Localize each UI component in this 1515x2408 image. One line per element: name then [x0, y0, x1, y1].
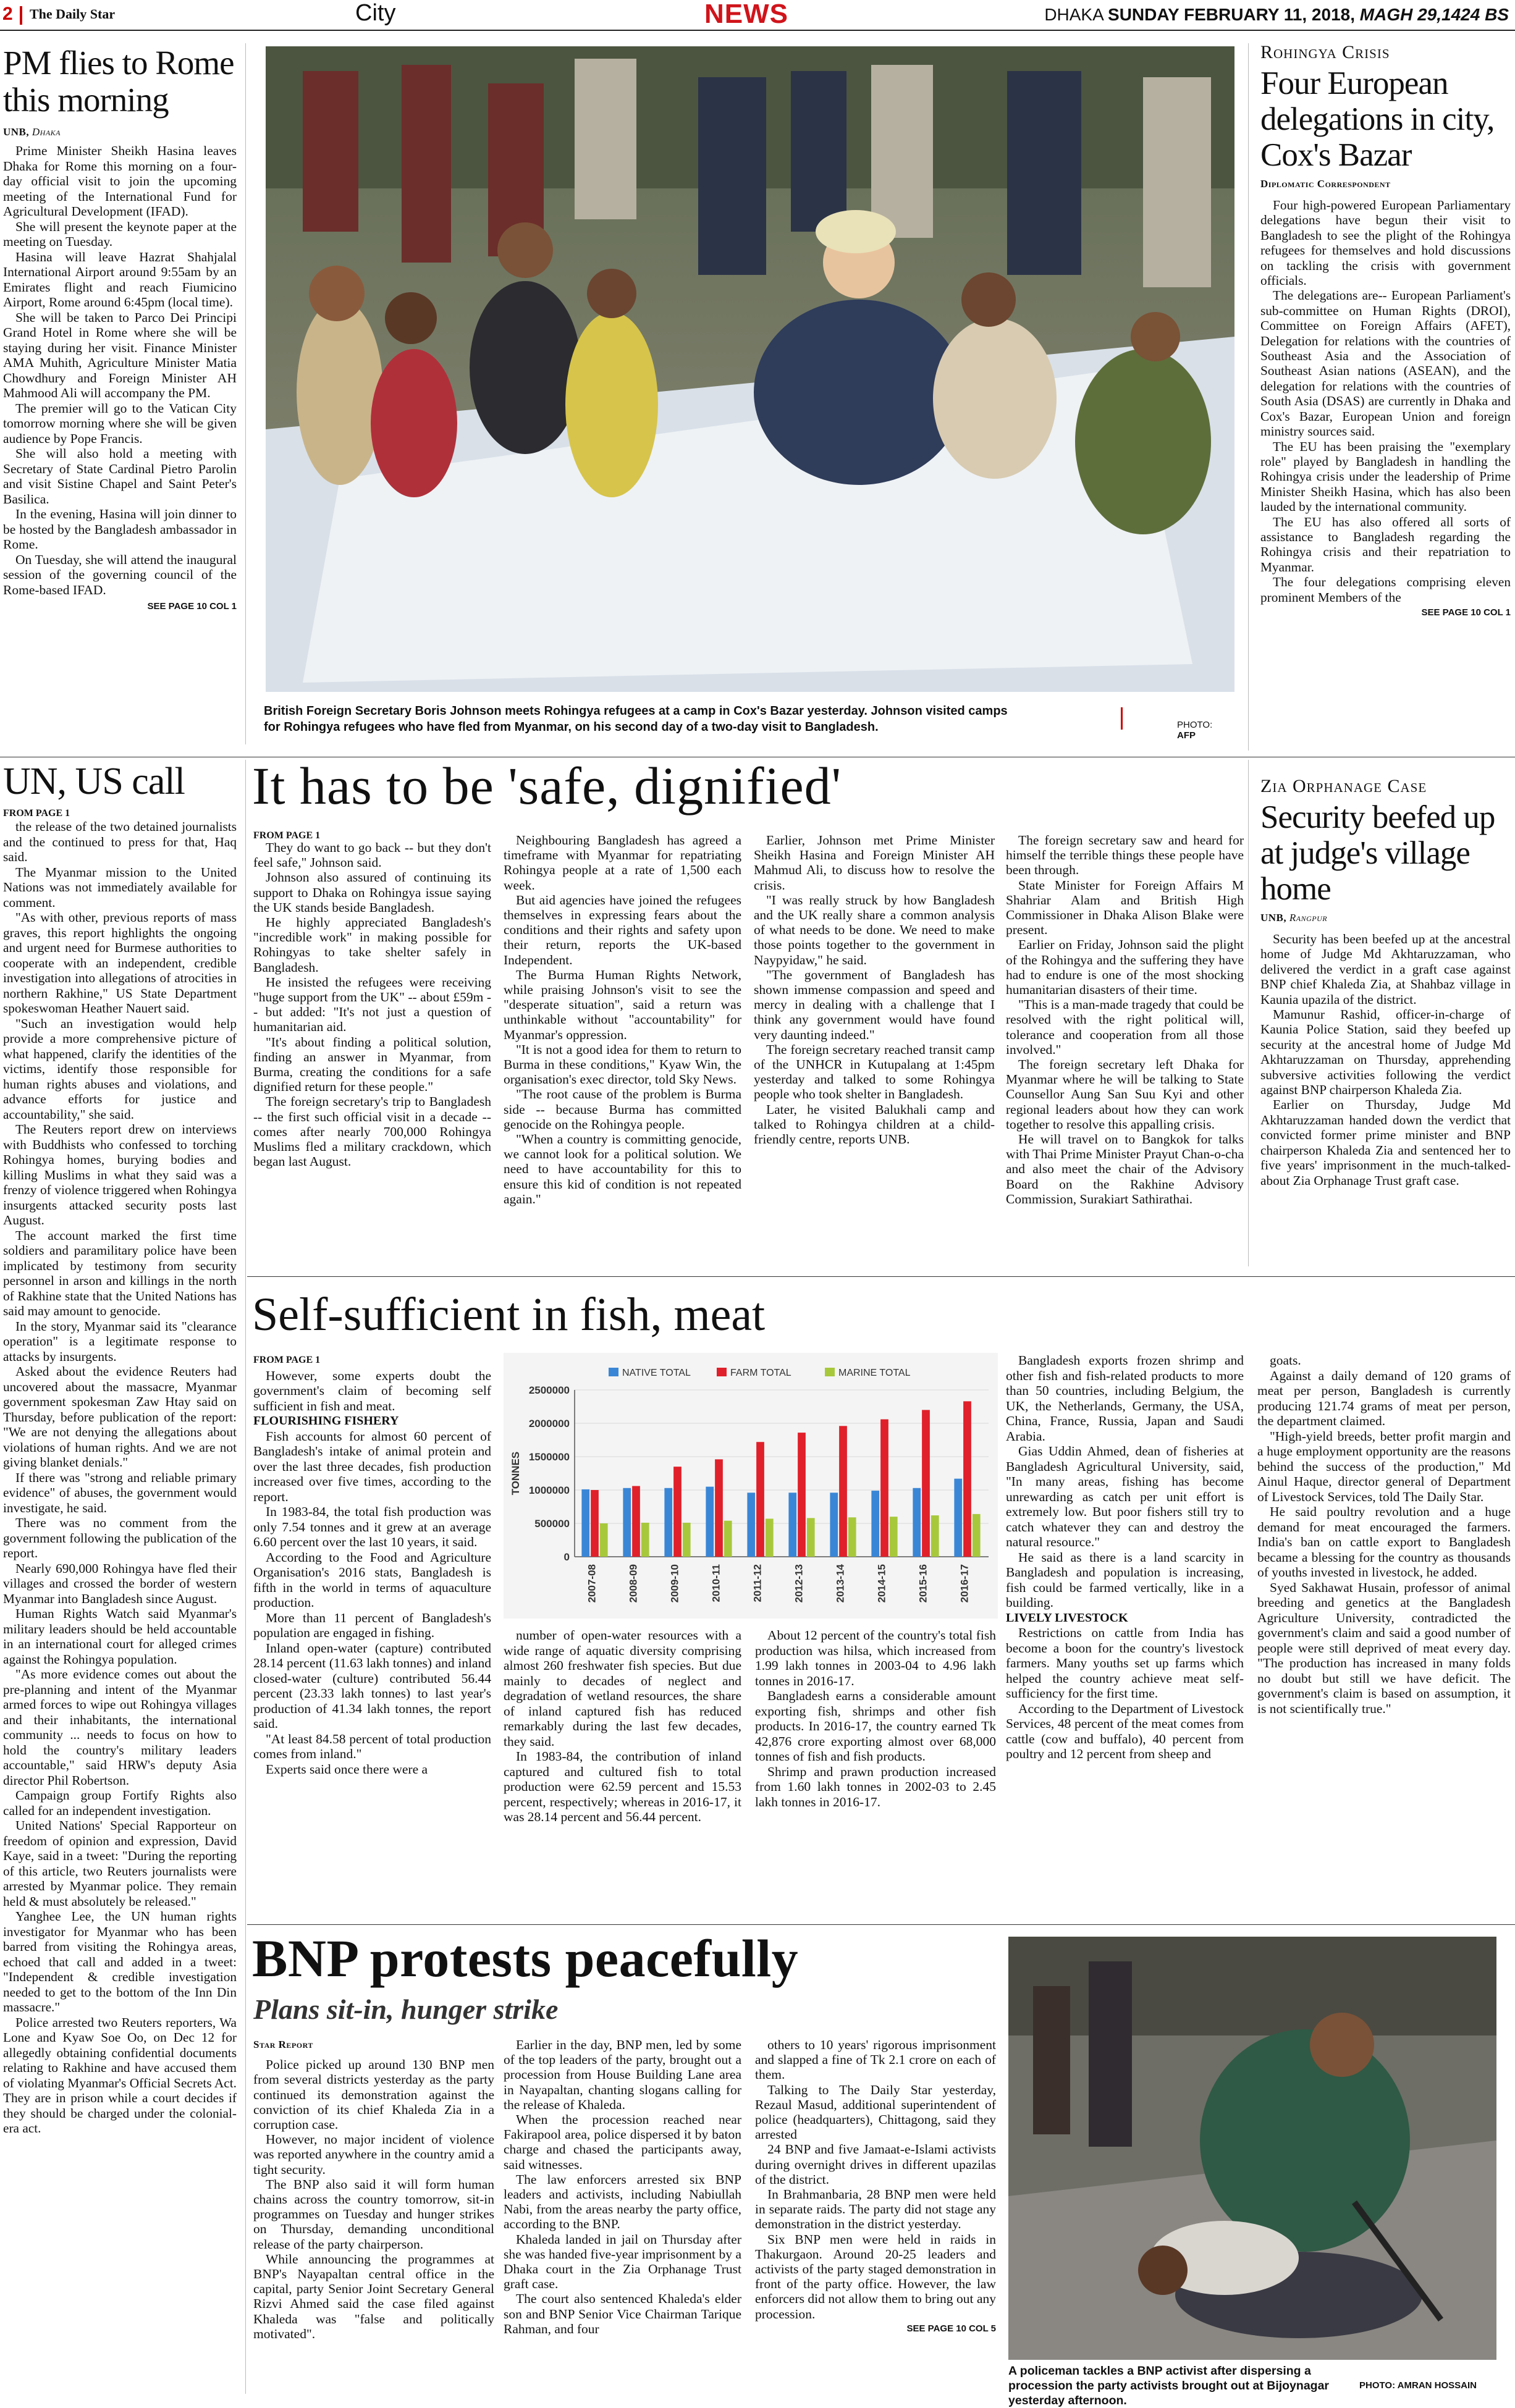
story-body — [3, 143, 237, 597]
paragraph: The Reuters report drew on interviews with Buddhists who confessed to torching Rohingya homes, burying bodies and killing Muslims in what they said was a frenzy of violence triggered when Rohingya insurgents attacked security posts last August. — [3, 1122, 237, 1227]
safe-col-1 — [253, 840, 491, 1266]
paragraph: United Nations' Special Rapporteur on freedom of opinion and expression, David Kaye, said in a tweet: "During the reporting of this article, two Reuters journalists were arrested by Myanmar police. They remain held & must absolutely be released." — [3, 1818, 237, 1909]
paragraph: "When a country is committing genocide, we cannot look for a political solution. We need to have accountability for this to ensure this kid of condition is not repeated again." — [504, 1132, 741, 1206]
paragraph: The law enforcers arrested six BNP leaders and activists, including Nabiullah Nabi, from the areas nearby the party office, according to the BNP. — [504, 2171, 741, 2232]
bar-marine-total — [766, 1518, 774, 1557]
bar-farm-total — [673, 1467, 682, 1557]
zia-story — [1260, 776, 1511, 1270]
paragraph: Police arrested two Reuters reporters, Wa Lone and Kyaw Soe Oo, on Dec 12 for allegedly obtaining confidential documents relating to Rakhine and have accused them of violating Myanmar's Official Secrets Act. They are in prison while a court decides if they should be charged under the colonial-era act. — [3, 2014, 237, 2136]
paragraph: Human Rights Watch said Myanmar's military leaders should be held accountable in an international court for alleged crimes against the Rohingya population. — [3, 1606, 237, 1667]
paragraph: In 1983-84, the total fish production was only 7.54 tonnes and it grew at an average 6.60 percent over the last 10 years, it said. — [253, 1504, 491, 1549]
paragraph: She will also hold a meeting with Secretary of State Cardinal Pietro Parolin and visit Sistine Chapel and Saint Peter's Basilica. — [3, 446, 237, 507]
story-headline: BNP protests peacefully — [252, 1929, 799, 1988]
photo-caption: A policeman tackles a BNP activist after dispersing a procession the party activists brought out at Bijoynagar yesterday afternoon. — [1008, 2364, 1330, 2407]
paragraph: The foreign secretary saw and heard for himself the terrible things these people have been through. — [1006, 833, 1244, 878]
boris-johnson-photo — [266, 46, 1234, 692]
paragraph: The premier will go to the Vatican City tomorrow morning where she will be given audience by Pope Francis. — [3, 400, 237, 446]
story-body — [1260, 932, 1511, 1188]
paragraph: State Minister for Foreign Affairs M Shahriar Alam and British High Commissioner in Dhaka Alison Blake were present. — [1006, 877, 1244, 938]
paragraph: If there was "strong and reliable primary evidence" of abuses, the government would investigate, he said. — [3, 1470, 237, 1515]
from-page: FROM PAGE 1 — [253, 830, 321, 841]
paragraph: Inland open-water (capture) contributed 28.14 percent (11.63 lakh tonnes) and inland closed-water (culture) contributed 56.44 percent (23.33 lakh tonnes) to last year's production of 41.34 lakh tonnes, the report said. — [253, 1640, 491, 1731]
fish-col-5 — [1257, 1353, 1511, 1974]
story-body — [3, 819, 237, 2136]
paragraph: Hasina will leave Hazrat Shahjalal International Airport around 9:55am by an Emirates flight and reach Fiumicino Airport, Rome around 6:45pm (local time). — [3, 249, 237, 309]
paragraph: Six BNP men were held in raids in Thakurgaon. Around 20-25 leaders and activists of the party staged demonstration in front of the party office. However, the law enforcers did not allow them to bring out any procession. — [755, 2231, 996, 2322]
paragraph: Johnson also assured of continuing its support to Dhaka on Rohingya issue saying the UK stands beside Bangladesh. — [253, 870, 491, 915]
paragraph: Earlier on Friday, Johnson said the plight of the Rohingya and the suffering they have had to endure is one of the most shocking humanitarian disasters of their time. — [1006, 937, 1244, 998]
paragraph: Bangladesh earns a considerable amount exporting fish, shrimps and other fish products. In 2016-17, the country earned Tk 42,876 crore exporting almost over 68,000 tonnes of fish and fish products. — [755, 1688, 996, 1764]
paragraph: Restrictions on cattle from India has become a boon for the country's livestock farmers. Many youths set up farms which helped the country achieve meat self-sufficiency for the first time. — [1006, 1625, 1244, 1701]
continued-label[interactable]: SEE PAGE 10 COL 1 — [147, 601, 237, 612]
fish-col-1: FROM PAGE 1 However, some experts doubt the government's claim of becoming self sufficient in fish and meat. FLOURISHING FISHERY Fish accounts for almost 60 percent of Bangladesh's intake of animal protein and over the last three decades, fish production increased over five times, according to the report. In 1983-84, the total fish production was only 7.54 tonnes and it grew at an average 6.60 percent over the last 10 years, it said. According to the Food and Agriculture Organisation's 2016 stats, Bangladesh is fifth in the world in terms of aquaculture production. More than 11 percent of Bangladesh's population are engaged in fishing. Inland open-water (capture) contributed 28.14 percent (11.63 lakh tonnes) and inland closed-water (culture) contributed 56.44 percent (23.33 lakh tonnes) to last year's production of 41.34 lakh tonnes, the report said. "At least 84.58 percent of total production comes from inland." Experts said once there were a — [253, 1355, 491, 1777]
paragraph: On Tuesday, she will attend the inaugural session of the governing council of the Rome-based IFAD. — [3, 552, 237, 597]
y-tick-label: 2500000 — [528, 1384, 570, 1396]
bar-native-total — [581, 1489, 589, 1557]
paragraph: Shrimp and prawn production increased from 1.60 lakh tonnes in 2002-03 to 2.45 lakh tonnes in 2016-17. — [755, 1764, 996, 1809]
y-tick-label: 1500000 — [528, 1451, 570, 1463]
bar-farm-total — [922, 1410, 930, 1557]
bar-farm-total — [798, 1433, 806, 1557]
x-tick-label: 2012-13 — [793, 1564, 805, 1603]
paragraph: He insisted the refugees were receiving "huge support from the UK" -- about £59m -- but added: "It's not just a question of humanitarian aid. — [253, 974, 491, 1035]
story-headline: PM flies to Rome this morning — [3, 44, 234, 119]
paragraph: She will present the keynote paper at the meeting on Tuesday. — [3, 219, 237, 249]
photo-caption: British Foreign Secretary Boris Johnson meets Rohingya refugees at a camp in Cox's Bazar yesterday. Johnson visited camps for Rohingya refugees who have fled from Myanmar, on his second day of a two-day visit to Bangladesh. — [264, 704, 1008, 734]
paragraph: Talking to The Daily Star yesterday, Rezaul Masud, additional superintendent of police (headquarters), Chittagong, said they arrested — [755, 2082, 996, 2142]
bar-farm-total — [715, 1459, 723, 1557]
paragraph: According to the Department of Livestock Services, 48 percent of the meat comes from cattle (cow and buffalo), 40 percent from poultry and 12 percent from sheep and — [1006, 1701, 1244, 1761]
paragraph: Bangladesh exports frozen shrimp and other fish and fish-related products to more than 50 countries, including Belgium, the UK, the Netherlands, Germany, the USA, China, France, Russia, Japan and Saudi Arabia. — [1006, 1353, 1244, 1444]
legend-swatch — [717, 1368, 727, 1376]
y-tick-label: 1000000 — [528, 1484, 570, 1496]
paragraph: Earlier, Johnson met Prime Minister Sheikh Hasina and Foreign Minister AH Mahmud Ali, to discuss how to resolve the crisis. — [754, 833, 995, 893]
x-tick-label: 2015-16 — [917, 1564, 929, 1603]
paragraph: goats. — [1270, 1353, 1301, 1368]
paragraph: "As more evidence comes out about the pre-planning and intent of the Myanmar armed forces to wipe out Rohingya villages and their inhabitants, the international community ... needs to focus on how to hold the country's military leaders accountable," said HRW's deputy Asia director Phil Robertson. — [3, 1667, 237, 1788]
paragraph: Neighbouring Bangladesh has agreed a timeframe with Myanmar for repatriating Rohingya people at a rate of 1,500 each week. — [504, 833, 741, 893]
paper-logo: The Daily Star — [30, 6, 116, 22]
legend-label: MARINE TOTAL — [838, 1368, 911, 1378]
paragraph: The foreign secretary's trip to Bangladesh -- the first such official visit in a decade -- comes after nearly 700,000 Rohingya Muslims fled a military crackdown, which began last August. — [253, 1094, 491, 1169]
legend-swatch — [825, 1368, 835, 1376]
photo-credit: PHOTO: AMRAN HOSSAIN — [1359, 2380, 1477, 2391]
x-tick-label: 2016-17 — [958, 1564, 971, 1603]
paragraph: Four high-powered European Parliamentary delegations have begun their visit to Bangladesh to see the plight of the Rohingya refugees for themselves and hold discussions on tackling the crisis with government officials. — [1260, 198, 1511, 288]
bar-native-total — [664, 1488, 672, 1557]
legend-swatch — [609, 1368, 618, 1376]
paragraph: The foreign secretary left Dhaka for Myanmar where he will be talking to State Counsellor Aung San Suu Kyi and other regional leaders about how they can work together to resolve this appalling crisis. — [1006, 1057, 1244, 1132]
bar-marine-total — [973, 1514, 981, 1557]
bar-farm-total — [880, 1420, 888, 1557]
paragraph: About 12 percent of the country's total fish production was hilsa, which increased from 1.99 lakh tonnes in 2003-04 to 4.96 lakh tonnes in 2016-17. — [755, 1628, 996, 1688]
paragraph: others to 10 years' rigorous imprisonment and slapped a fine of Tk 2.1 crore on each of them. — [755, 2037, 996, 2082]
bar-marine-total — [724, 1521, 732, 1557]
legend-label: FARM TOTAL — [730, 1368, 791, 1378]
paragraph: She will be taken to Parco Dei Principi Grand Hotel in Rome where she will be staying during her visit. Finance Minister AMA Muhith, Agriculture Minister Matia Chowdhury and Foreign Minister AH Mahmood Ali will accompany the PM. — [3, 309, 237, 400]
paragraph: The EU has been praising the "exemplary role" played by Bangladesh in handling the Rohingya crisis under the leadership of Prime Minister Sheikh Hasina, which has also been lauded by the international community. — [1260, 439, 1511, 515]
paragraph: number of open-water resources with a wide range of aquatic diversity comprising almost 260 freshwater fish species. But due mainly to decades of neglect and degradation of wetland resources, the share of inland captured fish has reduced remarkably during the last few decades, they said. — [504, 1628, 741, 1749]
bar-farm-total — [839, 1426, 847, 1557]
bar-native-total — [871, 1491, 879, 1557]
dateline: DHAKA SUNDAY FEBRUARY 11, 2018, MAGH 29,1424 BS — [1044, 5, 1509, 24]
paragraph: The delegations are-- European Parliament's sub-committee on Human Rights (DROI), Committee on Foreign Affairs (AFET), Delegation for relations with the countries of Southeast Asia and the Association of Southeast Asian nations (ASEAN), and the delegation for relations with the countries of South Asia (DSAS) are currently in Dhaka and Cox's Bazar, European Union and foreign ministry sources said. — [1260, 288, 1511, 439]
paragraph: Yanghee Lee, the UN human rights investigator for Myanmar who has been barred from visiting the Rohingya areas, echoed that call and added in a tweet: "Independent & credible investigation needed to get to the bottom of the Inn Din massacre." — [3, 1909, 237, 2014]
paragraph: In Brahmanbaria, 28 BNP men were held in separate raids. The party did not stage any demonstration in the district yesterday. — [755, 2187, 996, 2232]
paragraph: Gias Uddin Ahmed, dean of fisheries at Bangladesh Agricultural University, said, "In many areas, fishing has become unrewarding as catch per unit effort is extremely low. But poor fishers still try to catch whatever they can and destroy the natural resource." — [1006, 1444, 1244, 1549]
bar-marine-total — [683, 1523, 691, 1557]
legend-label: NATIVE TOTAL — [622, 1368, 691, 1378]
byline: Diplomatic Correspondent — [1260, 178, 1391, 190]
bar-native-total — [954, 1479, 962, 1557]
paragraph: Against a daily demand of 120 grams of meat per person, Bangladesh is currently producing 121.74 grams of meat per person, the department claimed. — [1257, 1368, 1511, 1428]
story-headline: Four European delegations in city, Cox's Bazar — [1260, 65, 1495, 173]
paragraph: There was no comment from the government following the publication of the report. — [3, 1515, 237, 1560]
paragraph: While announcing the programmes at BNP's Nayapaltan central office in the capital, party Senior Joint Secretary General Rizvi Ahmed said the case filed against Khaleda was "false and politically motivated". — [253, 2251, 494, 2341]
bar-marine-total — [890, 1517, 898, 1557]
bar-native-total — [788, 1492, 796, 1557]
bar-native-total — [706, 1487, 714, 1557]
paragraph: The four delegations comprising eleven prominent Members of the — [1260, 575, 1511, 605]
story-kicker: Zia Orphanage Case — [1260, 776, 1427, 796]
paragraph: Asked about the evidence Reuters had uncovered about the massacre, Myanmar government spokesman Zaw Htay said on Thursday, before publication of the report: "We are not denying the allegations about violations of human rights. And we are not giving blanket denials." — [3, 1364, 237, 1470]
bnp-col-1: Star Report Police picked up around 130 BNP men from several districts yesterday as the party continued its demonstration against the conviction of its chief Khaleda Zia in a corruption case. However, no major incident of violence was reported anywhere in the country amid a tight security. The BNP also said it will form human chains across the country tomorrow, sit-in programmes on Tuesday and hunger strikes on Thursday, demanding unconditional release of the party chairperson. While announcing the programmes at BNP's Nayapaltan central office in the capital, party Senior Joint Secretary General Rizvi Ahmed said the case filed against Khaleda was "false and politically motivated". — [253, 2039, 494, 2341]
pm-story — [3, 44, 237, 755]
paragraph: Later, he visited Balukhali camp and talked to Rohingya children at a child-friendly centre, reports UNB. — [754, 1101, 995, 1147]
x-tick-label: 2009-10 — [669, 1564, 681, 1603]
bar-native-total — [830, 1492, 838, 1557]
paragraph: Earlier in the day, BNP men, led by some of the top leaders of the party, brought out a procession from House Building Lane area in Nayapaltan, chanting slogans calling for the release of Khaleda. — [504, 2037, 741, 2112]
story-headline: Security beefed up at judge's village home — [1260, 799, 1495, 907]
page-number: 2 — [2, 4, 13, 24]
paragraph: "As with other, previous reports of mass graves, this report highlights the ongoing and urgent need for Burmese authorities to cooperate with an independent, credible investigation into allegations of atrocities in northern Rakhine," US State Department spokeswoman Heather Nauert said. — [3, 910, 237, 1016]
x-tick-label: 2007-08 — [586, 1564, 598, 1603]
bar-farm-total — [591, 1490, 599, 1557]
paragraph: Khaleda landed in jail on Thursday after she was handed five-year imprisonment by a Dhaka court in the Zia Orphanage Trust graft case. — [504, 2231, 741, 2292]
fish-col-4: Bangladesh exports frozen shrimp and other fish and fish-related products to more than 50 countries, including Belgium, the UK, the Netherlands, Germany, the USA, China, France, Russia, Japan and Saudi Arabia. Gias Uddin Ahmed, dean of fisheries at Bangladesh Agricultural University, said, "In many areas, fishing has become unrewarding as catch per unit effort is extremely low. But poor fishers still try to catch whatever they can and destroy the natural resource." He said as there is a land scarcity in Bangladesh and population is increasing, fish could be farmed vertically, like in a building. LIVELY LIVESTOCK Restrictions on cattle from India has become a boon for the country's livestock farmers. Many youths set up farms which helped the country achieve meat self-sufficiency for the first time. According to the Department of Livestock Services, 48 percent of the meat comes from cattle (cow and buffalo), 40 percent from poultry and 12 percent from sheep and — [1006, 1353, 1244, 1761]
paragraph: He highly appreciated Bangladesh's "incredible work" in making possible for Rohingyas to take shelter safely in Bangladesh. — [253, 915, 491, 975]
bar-farm-total — [632, 1486, 640, 1557]
story-subhead: Plans sit-in, hunger strike — [253, 1993, 559, 2025]
paragraph: In the evening, Hasina will join dinner to be hosted by the Bangladesh ambassador in Rome. — [3, 507, 237, 552]
safe-col-4 — [1006, 833, 1244, 1265]
safe-col-2 — [504, 833, 741, 1265]
paragraph: Experts said once there were a — [266, 1761, 428, 1777]
bar-marine-total — [807, 1518, 815, 1557]
story-headline: It has to be 'safe, dignified' — [252, 756, 842, 815]
x-tick-label: 2014-15 — [876, 1564, 888, 1603]
paragraph: According to the Food and Agriculture Organisation's 2016 stats, Bangladesh is fifth in the world in terms of aquaculture production. — [253, 1549, 491, 1610]
fish-production-chart — [504, 1353, 998, 1619]
paragraph: In the story, Myanmar said its "clearance operation" is a legitimate response to attacks by insurgents. — [3, 1318, 237, 1364]
bnp-col-2 — [504, 2037, 741, 2396]
paragraph: Prime Minister Sheikh Hasina leaves Dhaka for Rome this morning on a four-day official visit to join the upcoming meeting of the International Fund for Agricultural Development (IFAD). — [3, 143, 237, 219]
un-story — [3, 760, 237, 2394]
paragraph: "High-yield breeds, better profit margin and a huge employment opportunity are the reasons behind the success of the production," Md Ainul Haque, director general of Department of Livestock Services, told The Daily Star. — [1257, 1428, 1511, 1504]
story-headline: Self-sufficient in fish, meat — [252, 1289, 766, 1341]
paragraph: "Such an investigation would help provide a more comprehensive picture of what happened, clarify the identities of the victims, identify those responsible for human rights abuses and violations, and advance efforts for justice and accountability," she said. — [3, 1016, 237, 1122]
paragraph: The EU has also offered all sorts of assistance to Bangladesh regarding the Rohingya crisis and their repatriation to Myanmar. — [1260, 514, 1511, 575]
paragraph: Earlier on Thursday, Judge Md Akhtaruzzaman handed down the verdict that convicted former prime minister and BNP chairperson Khaleda Zia and sentenced her to five years' imprisonment in the much-talked-about Zia Orphanage Trust graft case. — [1260, 1097, 1511, 1188]
photo-illustration — [266, 46, 1234, 692]
y-tick-label: 2000000 — [528, 1418, 570, 1429]
paragraph: 24 BNP and five Jamaat-e-Islami activists during overnight drives in different upazilas of the district. — [755, 2142, 996, 2187]
continued-label[interactable]: SEE PAGE 10 COL 1 — [1421, 607, 1511, 618]
paragraph: Police picked up around 130 BNP men from several districts yesterday as the party continued its demonstration against the conviction of its chief Khaleda Zia in a corruption case. — [253, 2057, 494, 2132]
y-axis-label: TONNES — [510, 1451, 521, 1496]
paragraph: "This is a man-made tragedy that could be resolved with the right political will, tolerance and cooperation from all those involved." — [1006, 997, 1244, 1057]
from-page: FROM PAGE 1 — [3, 808, 70, 819]
paragraph: Syed Sakhawat Husain, professor of animal breeding and genetics at the Bangladesh Agriculture University, contradicted the government's claim and said a good number of people were still deprived of meat every day. "The production has increased in many folds no doubt but still we have deficit. The government's claim is based on assumption, it is not scientifically true." — [1257, 1580, 1511, 1716]
chart-svg — [504, 1353, 998, 1619]
paragraph: The Myanmar mission to the United Nations was not immediately available for comment. — [3, 864, 237, 910]
paragraph: Nearly 690,000 Rohingya have fled their villages and crossed the border of western Myanmar into Bangladesh since August. — [3, 1560, 237, 1606]
continued-label[interactable]: SEE PAGE 10 COL 5 — [906, 2323, 996, 2334]
paragraph: the release of the two detained journalists and the continued to press for that, Haq said. — [3, 819, 237, 864]
y-tick-label: 500000 — [534, 1518, 570, 1530]
paragraph: He said as there is a land scarcity in Bangladesh and population is increasing, fish could be farmed vertically, like in a building. — [1006, 1549, 1244, 1610]
bar-marine-total — [641, 1523, 649, 1557]
x-tick-label: 2013-14 — [834, 1564, 846, 1603]
paragraph: He said poultry revolution and a huge demand for meat encouraged the farmers. India's ban on cattle export to Bangladesh became a blessing for the country as thousands of youths invested in livestock, he added. — [1257, 1504, 1511, 1580]
bar-marine-total — [848, 1517, 856, 1557]
paragraph: Campaign group Fortify Rights also called for an independent investigation. — [3, 1788, 237, 1818]
bnp-col-3 — [755, 2037, 996, 2396]
story-headline: UN, US call — [3, 760, 185, 802]
y-tick-label: 0 — [563, 1551, 570, 1563]
paragraph: The account marked the first time soldiers and paramilitary police have been implicated by testimony from security personnel in arson and killings in the north of Rakhine state that the United Nations has said may amount to genocide. — [3, 1227, 237, 1318]
paragraph: "The government of Bangladesh has shown immense compassion and speed and mercy in dealing with a challenge that I think any government would have found very daunting indeed." — [754, 967, 995, 1042]
x-tick-label: 2011-12 — [751, 1564, 764, 1602]
safe-col-3 — [754, 833, 995, 1265]
paragraph: Fish accounts for almost 60 percent of Bangladesh's intake of animal protein and over the last three decades, fish production increased over five times, according to the report. — [253, 1428, 491, 1504]
paragraph: "It's about finding a political solution, finding an answer in Myanmar, from Burma, creating the conditions for a safe dignified return for these people." — [253, 1034, 491, 1095]
bar-marine-total — [931, 1515, 939, 1557]
paragraph: The Burma Human Rights Network, while praising Johnson's visit to see the "desperate situation", said a return was unthinkable without "accountability" for Myanmar's oppression. — [504, 967, 741, 1042]
x-tick-label: 2008-09 — [627, 1564, 639, 1603]
byline: UNB, Rangpur — [1260, 912, 1328, 924]
story-kicker: Rohingya Crisis — [1260, 42, 1390, 62]
paragraph: The foreign secretary reached transit camp of the UNHCR in Kutupalang at 1:45pm yesterday and talked to some Rohingya people who took shelter in Bangladesh. — [754, 1042, 995, 1102]
paragraph: But aid agencies have joined the refugees themselves in expressing fears about the conditions and their rights and safety upon their return, reports the UK-based Independent. — [504, 892, 741, 967]
bar-marine-total — [600, 1523, 608, 1557]
bar-native-total — [623, 1488, 631, 1557]
paragraph: "I was really struck by how Bangladesh and the UK really share a common analysis of what needs to be done. We need to make those points together to the government in Naypyidaw," he said. — [754, 892, 995, 967]
paragraph: In 1983-84, the contribution of inland captured and cultured fish to total production were 62.59 percent and 15.53 percent, respectively; whereas in 2016-17, it was 28.14 percent and 56.44 percent. — [504, 1749, 741, 1824]
paragraph: However, no major incident of violence was reported anywhere in the country amid a tight security. — [253, 2132, 494, 2177]
bar-native-total — [747, 1492, 755, 1557]
paragraph: Security has been beefed up at the ancestral home of Judge Md Akhtaruzzaman, who delivered the verdict in a graft case against BNP chief Khaleda Zia, at Shahbaz village in Kaunia upazila of the district. — [1260, 932, 1511, 1007]
rohingya-story — [1260, 42, 1511, 752]
paragraph: "It is not a good idea for them to return to Burma in these conditions," Kyaw Win, the organisation's exec director, told Sky News. — [504, 1042, 741, 1087]
paragraph: The court also sentenced Khaleda's elder son and BNP Senior Vice Chairman Tarique Rahman, and four — [504, 2291, 741, 2336]
bar-farm-total — [756, 1442, 764, 1557]
paragraph: When the procession reached near Fakirapool area, police dispersed it by baton charge and chased the participants away, said witnesses. — [504, 2112, 741, 2172]
paragraph: "The root cause of the problem is Burma side -- because Burma has committed genocide on the Rohingya people. — [504, 1087, 741, 1132]
bar-farm-total — [963, 1401, 971, 1557]
paragraph: They do want to go back -- but they don't feel safe," Johnson said. — [253, 840, 491, 870]
byline: UNB, Dhaka — [3, 126, 61, 138]
paragraph: The BNP also said it will form human chains across the country tomorrow, sit-in programmes on Tuesday and hunger strikes on Thursday, demanding unconditional release of the party chairperson. — [253, 2176, 494, 2252]
paragraph: Mamunur Rashid, officer-in-charge of Kaunia Police Station, said they beefed up security at the ancestral home of Judge Md Akhtaruzzaman on Thursday, apprehending subversive activities following the verdict against BNP chairperson Khaleda Zia. — [1260, 1007, 1511, 1098]
paragraph: More than 11 percent of Bangladesh's population are engaged in fishing. — [253, 1610, 491, 1640]
x-tick-label: 2010-11 — [710, 1564, 722, 1602]
story-body — [1260, 198, 1511, 605]
masthead — [0, 0, 1515, 31]
section-name: City — [355, 0, 396, 26]
bnp-protest-photo — [1008, 1937, 1496, 2360]
paragraph: He will travel on to Bangkok for talks with Thai Prime Minister Prayut Chan-o-cha and also meet the chair of the Advisory Board on the Rakhine Advisory Commission, Surakiart Sathirathai. — [1006, 1132, 1244, 1206]
news-label: NEWS — [704, 0, 788, 29]
paragraph: "At least 84.58 percent of total production comes from inland." — [253, 1731, 491, 1761]
photo-illustration — [1008, 1937, 1496, 2360]
photo-credit: PHOTO: AFP — [1177, 720, 1213, 741]
bar-native-total — [913, 1488, 921, 1557]
